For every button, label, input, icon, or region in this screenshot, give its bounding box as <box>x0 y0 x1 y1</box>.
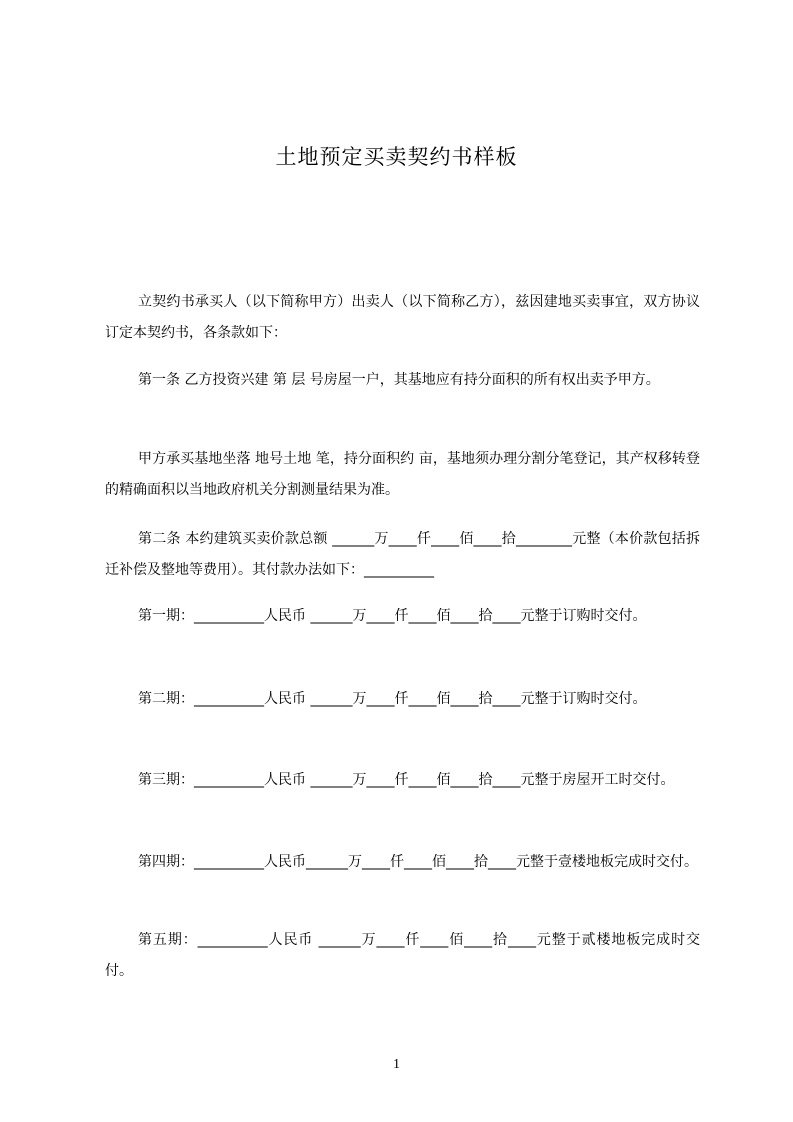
land-details-paragraph: 甲方承买基地坐落 地号土地 笔，持分面积约 亩，基地须办理分割分笔登记，其产权移转登的精确面积以当地政府机关分割测量结果为准。 <box>105 451 700 498</box>
payment-phase-four: 第四期：__________人民币______万____仟____佰____拾____元整于壹楼地板完成时交付。 <box>138 854 698 870</box>
payment-phase-five: 第五期：__________人民币 ______万____仟____佰____拾____元整于贰楼地板完成时交付。 <box>105 932 700 979</box>
payment-phase-two: 第二期：__________人民币 ______万____仟____佰____拾____元整于订购时交付。 <box>138 691 647 707</box>
page-number: 1 <box>393 1057 400 1072</box>
payment-phase-one: 第一期：__________人民币 ______万____仟____佰____拾____元整于订购时交付。 <box>138 608 647 624</box>
document-title: 土地预定买卖契约书样板 <box>275 145 518 169</box>
intro-paragraph: 立契约书承买人（以下简称甲方）出卖人（以下简称乙方），兹因建地买卖事宜，双方协议订定本契约书，各条款如下： <box>105 294 700 341</box>
payment-phase-three: 第三期：__________人民币 ______万____仟____佰____拾____元整于房屋开工时交付。 <box>138 772 675 788</box>
article-one-paragraph: 第一条 乙方投资兴建 第 层 号房屋一户，其基地应有持分面积的所有权出卖予甲方。 <box>138 372 660 388</box>
article-two-paragraph: 第二条 本约建筑买卖价款总额 ______万____仟____佰____拾________元整（本价款包括拆迁补偿及整地等费用）。其付款办法如下：__________ <box>105 531 700 578</box>
